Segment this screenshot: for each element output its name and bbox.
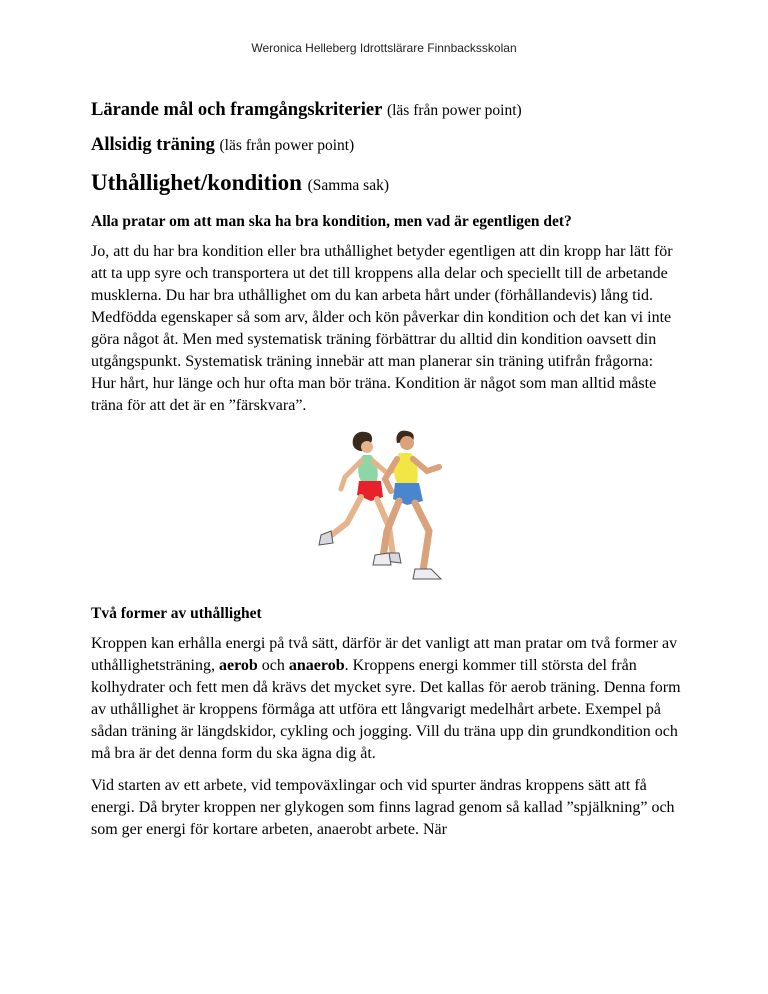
- runners-illustration-icon: [311, 427, 461, 587]
- paragraph-two-and: och: [257, 657, 289, 674]
- goals-note: (läs från power point): [386, 102, 522, 119]
- runners-figure: [91, 427, 681, 587]
- allround-note: (läs från power point): [219, 137, 355, 154]
- intro-question: Alla pratar om att man ska ha bra kondition, men vad är egentligen det?: [91, 213, 572, 230]
- goals-title: Lärande mål och framgångskriterier: [91, 100, 383, 120]
- allround-heading: [91, 133, 681, 158]
- paragraph-endurance: Jo, att du har bra kondition eller bra uthållighet betyder egentligen att din kropp har lätt för att ta upp syre och transportera ut det till kroppens alla delar och speciellt till de arbetande musklerna. Du har bra uthållighet om du kan arbeta hårt under (förhållandevis) lång tid. Medfödda egenskaper så som arv, ålder och kön påverkar din kondition och det kan vi inte göra något åt. Men med systematisk träning förbättrar du alltid din kondition oavsett din utgångspunkt. Systematisk träning innebär att man planerar sin träning utifrån frågorna: Hur hårt, hur länge och hur ofta man bör träna. Kondition är något som man alltid måste träna för att det är en ”färskvara”.: [91, 243, 673, 414]
- allround-title: Allsidig träning: [91, 135, 215, 155]
- endurance-heading: [91, 168, 681, 201]
- endurance-title: Uthållighet/kondition: [91, 170, 302, 195]
- running-header: Weronica Helleberg Idrottslärare Finnbacksskolan: [251, 41, 517, 55]
- goals-heading: [91, 98, 681, 123]
- term-aerob: aerob: [218, 657, 258, 674]
- endurance-note: (Samma sak): [307, 177, 389, 194]
- section-two-title: Två former av uthållighet: [91, 605, 262, 622]
- paragraph-two-part1: Kroppen kan erhålla energi på två sätt, därför är det vanligt att man pratar om två former av uthållighetsträning,: [91, 635, 678, 674]
- paragraph-two-part2: . Kroppens energi kommer till största del från kolhydrater och fett men då krävs det mycket syre. Det kallas för aerob träning. Denna form av uthållighet är kroppens förmåga att utföra ett långvarigt medelhårt arbete. Exempel på sådan träning är längdskidor, cykling och jogging. Vill du träna upp din grundkondition och må bra är det denna form du ska ägna dig åt.: [91, 657, 681, 762]
- paragraph-two-forms: [91, 633, 681, 765]
- paragraph-energy: Vid starten av ett arbete, vid tempoväxlingar och vid spurter ändras kroppens sätt att få energi. Då bryter kroppen ner glykogen som finns lagrad genom så kallad ”spjälkning” och som ger energi för kortare arbeten, anaerobt arbete. När: [91, 777, 675, 838]
- term-anaerob: anaerob: [288, 657, 345, 674]
- document-body: [91, 98, 681, 851]
